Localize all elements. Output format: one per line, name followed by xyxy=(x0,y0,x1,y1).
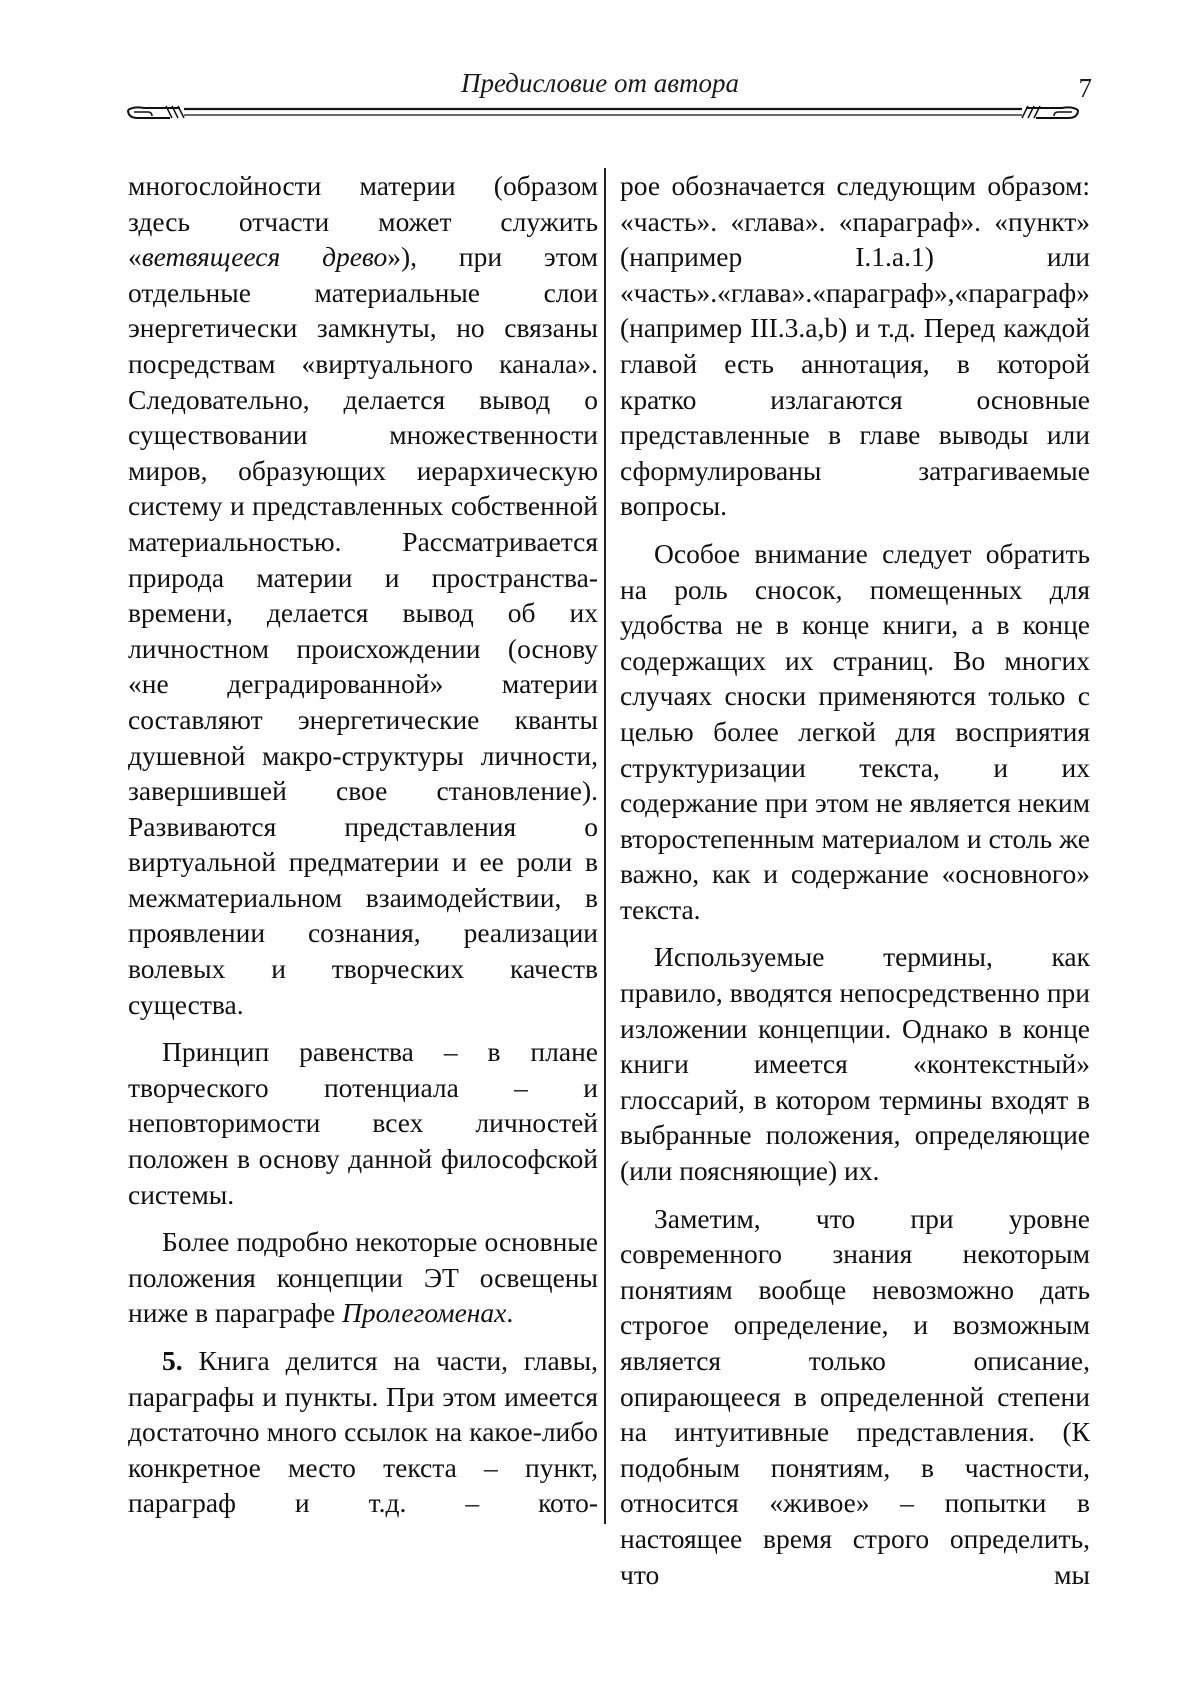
paragraph: Заметим, что при уровне современного знания некоторым понятиям вообще невозможно дать строгое определение, и возможным является только описание, опирающееся в определенной степени на интуитивные представления. (К подобным понятиям, в частности, относится «живое» – попытки в настоящее время строго определить, что мы xyxy=(620,1202,1090,1590)
paragraph xyxy=(128,168,598,1022)
header-title: Предисловие от автора xyxy=(461,68,739,98)
paragraph: рое обозначается следующим образом: «часть». «глава». «параграф». «пункт» (например I.1.a.1) или «часть».«глава».«параграф»,«параграф» (например III.3.a,b) и т.д. Перед каждой главой есть аннотация, в которой кратко излагаются основные представленные в главе выводы или сформулированы затрагиваемые вопросы. xyxy=(620,170,1090,522)
header-ornament-rule xyxy=(126,104,1080,126)
left-text-column xyxy=(128,168,598,1521)
column-divider xyxy=(604,168,606,1524)
right-text-column xyxy=(620,168,1090,1592)
paragraph xyxy=(128,1343,598,1521)
paragraph: Особое внимание следует обратить на роль сносок, помещенных для удобства не в конце книги, а в конце содержащих их страниц. Во многих случаях сноски применяются только с целью более легкой для восприятия структуризации текста, и их содержание при этом не является неким второстепенным материалом и столь же важно, как и содержание «основного» текста. xyxy=(620,537,1090,925)
paragraph-text: Более подробно некоторые основные положения концепции ЭТ освещены ниже в параграфе xyxy=(128,1226,598,1329)
paragraph xyxy=(128,1224,598,1331)
italic-text: ветвящееся древо xyxy=(141,241,388,273)
paragraph-text: . xyxy=(506,1297,514,1329)
paragraph-text: многослойности материи (образом здесь отчасти может служить « xyxy=(128,170,598,273)
paragraph: Принцип равенства – в плане творческого потенциала – и неповторимости всех личностей положен в основу данной философской системы. xyxy=(128,1036,598,1210)
paragraph: Используемые термины, как правило, вводятся непосредственно при изложении концепции. Однако в конце книги имеется «контекстный» глоссарий, в котором термины входят в выбранные положения, определяющие (или поясняющие) их. xyxy=(620,941,1090,1187)
paragraph-text: Книга делится на части, главы, параграфы и пункты. При этом имеется достаточно много ссылок на какое-либо конкретное место текста – пункт, параграф и т.д. – кото- xyxy=(128,1345,598,1519)
paragraph-text: »), при этом отдельные материальные слои энергетически замкнуты, но связаны посредствам «виртуального канала». Следовательно, делается вывод о существовании множественности миров, образующих иерархическую систему и представленных собственной материальностью. Рассматривается природа материи и пространства-времени, делается вывод об их личностном происхождении (основу «не деградированной» материи составляют энергетические кванты душевной макро-структуры личности, завершившей свое становление). Развиваются представления о виртуальной предматерии и ее роли в межматериальном взаимодействии, в проявлении сознания, реализации волевых и творческих качеств существа. xyxy=(128,241,598,1020)
italic-text: Пролегоменах xyxy=(342,1297,507,1329)
item-number: 5. xyxy=(162,1345,183,1376)
page-number: 7 xyxy=(1078,73,1092,103)
